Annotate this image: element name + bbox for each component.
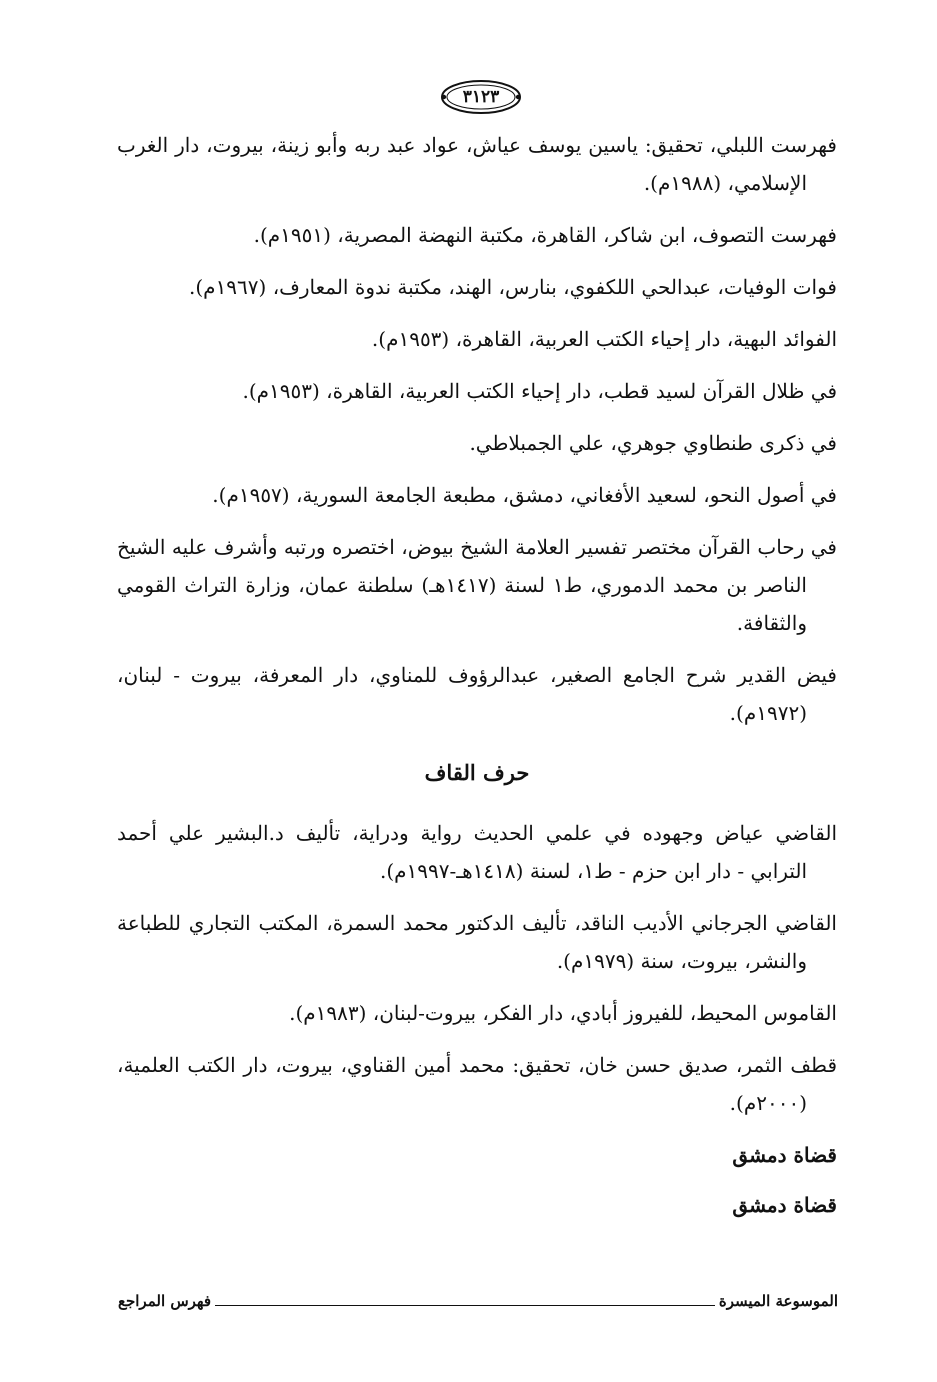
footer-section-title: فهرس المراجع xyxy=(118,1292,215,1310)
bibliography-entry: في رحاب القرآن مختصر تفسير العلامة الشيخ بيوض، اختصره ورتبه وأشرف عليه الشيخ الناصر بن محمد الدموري، ط١ لسنة (١٤١٧هـ) سلطنة عمان، وزارة التراث القومي والثقافة. xyxy=(117,535,837,635)
bibliography-entry: فهرست اللبلي، تحقيق: ياسين يوسف عياش، عواد عبد ربه وأبو زينة، بيروت، دار الغرب الإسلامي، (١٩٨٨م). xyxy=(117,133,837,195)
bibliography-entry: القاضي الجرجاني الأديب الناقد، تأليف الدكتور محمد السمرة، المكتب التجاري للطباعة والنشر، بيروت، سنة (١٩٧٩م). xyxy=(117,911,837,973)
bibliography-entry: قطف الثمر، صديق حسن خان، تحقيق: محمد أمين القناوي، بيروت، دار الكتب العلمية، (٢٠٠٠م). xyxy=(117,1053,837,1115)
bibliography-entry: فهرست التصوف، ابن شاكر، القاهرة، مكتبة النهضة المصرية، (١٩٥١م). xyxy=(253,223,837,247)
bibliography-entry: القاضي عياض وجهوده في علمي الحديث رواية ودراية، تأليف د.البشير علي أحمد الترابي - دار ابن حزم - ط١، لسنة (١٤١٨هـ-١٩٩٧م). xyxy=(117,821,837,883)
page-number: ٣١٢٣ xyxy=(462,87,500,107)
plain-line: قضاة دمشق xyxy=(732,1143,837,1167)
bibliography-entry: في ذكرى طنطاوي جوهري، علي الجمبلاطي. xyxy=(469,431,837,455)
page-footer xyxy=(118,1284,838,1314)
bibliography-entry: القاموس المحيط، للفيروز أبادي، دار الفكر، بيروت-لبنان، (١٩٨٣م). xyxy=(289,1001,837,1025)
section-heading: حرف القاف xyxy=(424,760,530,785)
bibliography-list xyxy=(117,126,837,1236)
bibliography-entry: الفوائد البهية، دار إحياء الكتب العربية، القاهرة، (١٩٥٣م). xyxy=(371,327,837,351)
page-number-ornament xyxy=(440,78,522,116)
plain-line: قضاة دمشق xyxy=(732,1193,837,1217)
bibliography-entry: في ظلال القرآن لسيد قطب، دار إحياء الكتب العربية، القاهرة، (١٩٥٣م). xyxy=(242,379,837,403)
bibliography-entry: فيض القدير شرح الجامع الصغير، عبدالرؤوف للمناوي، دار المعرفة، بيروت - لبنان، (١٩٧٢م). xyxy=(117,663,837,725)
footer-book-title: الموسوعة الميسرة xyxy=(715,1292,838,1310)
bibliography-entry: في أصول النحو، لسعيد الأفغاني، دمشق، مطبعة الجامعة السورية، (١٩٥٧م). xyxy=(212,483,837,507)
bibliography-entry: فوات الوفيات، عبدالحي اللكفوي، بنارس، الهند، مكتبة ندوة المعارف، (١٩٦٧م). xyxy=(189,275,837,299)
